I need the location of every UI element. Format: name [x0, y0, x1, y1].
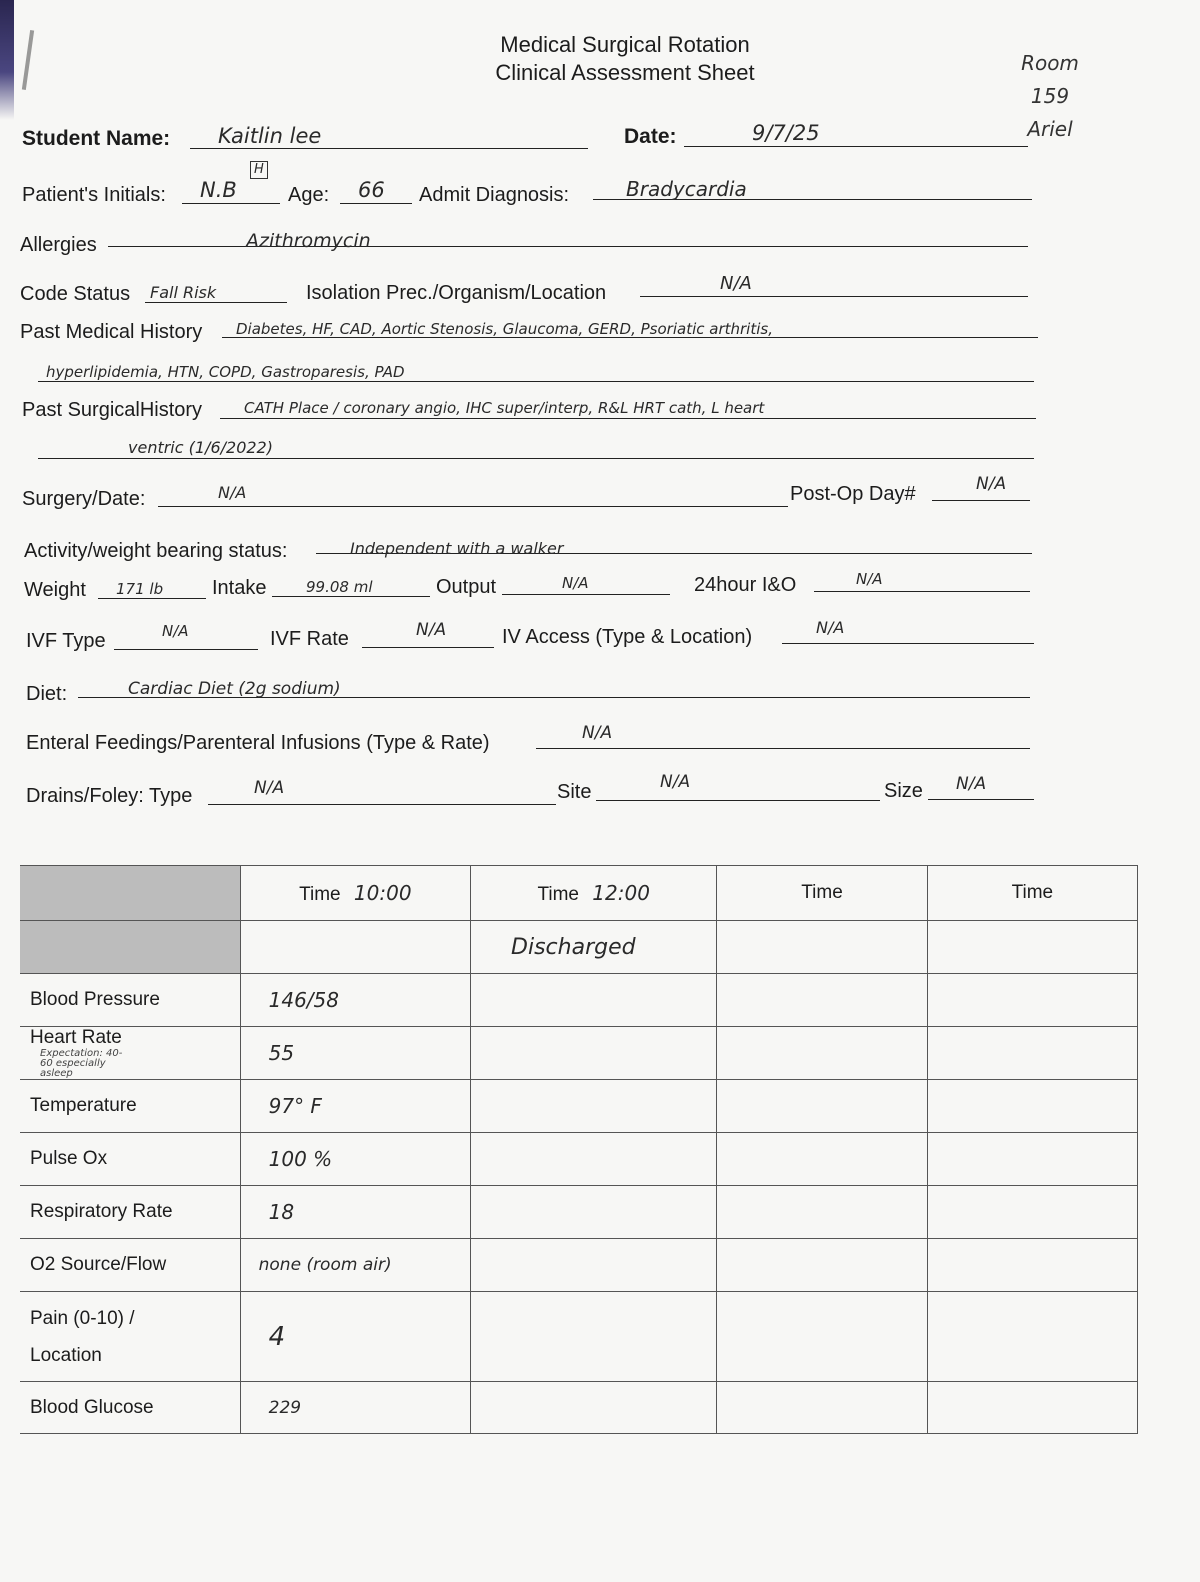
room-note-line1: Room [1021, 51, 1079, 75]
diet-label: Diet: [26, 683, 68, 705]
psh-value-line2[interactable]: ventric (1/6/2022) [128, 438, 273, 457]
table-row [20, 1080, 1138, 1133]
time-label-4: Time [1011, 882, 1054, 903]
o2-value-4[interactable] [927, 1239, 1137, 1292]
rr-value-1[interactable]: 18 [240, 1186, 470, 1239]
row-label-pulse-ox: Pulse Ox [20, 1133, 240, 1186]
age-label: Age: [288, 184, 330, 206]
size-value[interactable]: N/A [956, 774, 987, 794]
age-value[interactable]: 66 [358, 178, 385, 202]
spo2-value-2[interactable] [471, 1133, 717, 1186]
table-corner-bottom [20, 921, 240, 974]
drains-label: Drains/Foley: Type [26, 785, 193, 807]
enteral-line [536, 748, 1030, 749]
postop-line [932, 500, 1030, 501]
pain-value-4[interactable] [927, 1292, 1137, 1382]
rr-value-2[interactable] [471, 1186, 717, 1239]
status-cell-3[interactable] [717, 921, 927, 974]
time-value-2[interactable]: 12:00 [592, 880, 650, 905]
isolation-label: Isolation Prec./Organism/Location [306, 282, 607, 304]
activity-label: Activity/weight bearing status: [24, 540, 288, 562]
site-label: Site [557, 781, 592, 803]
student-name-value[interactable]: Kaitlin lee [218, 124, 322, 148]
glucose-value-2[interactable] [471, 1382, 717, 1434]
room-note [1018, 47, 1082, 146]
pain-value-2[interactable] [471, 1292, 717, 1382]
ivf-type-value[interactable]: N/A [162, 622, 189, 640]
status-cell-4[interactable] [927, 921, 1137, 974]
pain-value-3[interactable] [717, 1292, 927, 1382]
row-label-temperature: Temperature [20, 1080, 240, 1133]
size-label: Size [884, 780, 923, 802]
row-label-pain-cell [20, 1292, 240, 1382]
rr-value-4[interactable] [927, 1186, 1137, 1239]
patient-initials-box: H [250, 161, 268, 179]
table-row [20, 1186, 1138, 1239]
pain-value-1[interactable]: 4 [240, 1292, 470, 1382]
bp-value-3[interactable] [717, 974, 927, 1027]
psh-value-line1[interactable]: CATH Place / coronary angio, IHC super/interp, R&L HRT cath, L heart [244, 399, 765, 417]
glucose-value-4[interactable] [927, 1382, 1137, 1434]
ivf-rate-line [362, 647, 494, 648]
time-label-1: Time [299, 883, 341, 905]
ivf-type-label: IVF Type [26, 630, 106, 652]
row-label-heart-rate-cell [20, 1027, 240, 1080]
intake-label: Intake [212, 577, 267, 599]
temp-value-4[interactable] [927, 1080, 1137, 1133]
time-col-1 [240, 866, 470, 921]
weight-value[interactable]: 171 lb [116, 580, 164, 598]
rr-value-3[interactable] [717, 1186, 927, 1239]
ivf-type-line [114, 649, 258, 650]
status-cell-1[interactable] [240, 921, 470, 974]
status-cell-2[interactable]: Discharged [471, 921, 717, 974]
date-value[interactable]: 9/7/25 [752, 121, 820, 145]
pmh-value-line1[interactable]: Diabetes, HF, CAD, Aortic Stenosis, Glaucoma, GERD, Psoriatic arthritis, [236, 320, 773, 338]
age-line [340, 203, 412, 204]
student-name-line [190, 148, 588, 149]
diet-value[interactable]: Cardiac Diet (2g sodium) [128, 679, 341, 699]
patient-initials-value[interactable]: N.B [200, 178, 237, 202]
surgery-date-line [158, 506, 788, 507]
table-row [20, 1133, 1138, 1186]
form-title-line2: Clinical Assessment Sheet [495, 60, 755, 85]
output-value[interactable]: N/A [562, 574, 589, 592]
temp-value-1[interactable]: 97° F [240, 1080, 470, 1133]
heart-rate-expectation-note: Expectation: 40-60 especially asleep [40, 1048, 123, 1079]
io-value[interactable]: N/A [856, 570, 883, 588]
postop-label: Post-Op Day# [790, 483, 916, 505]
row-label-blood-pressure: Blood Pressure [20, 974, 240, 1027]
code-status-value[interactable]: Fall Risk [150, 283, 217, 302]
room-note-line3: Ariel [1027, 117, 1073, 141]
intake-value[interactable]: 99.08 ml [306, 578, 373, 596]
time-label-3: Time [801, 882, 843, 903]
enteral-label: Enteral Feedings/Parenteral Infusions (Type & Rate) [26, 732, 490, 754]
glucose-value-1[interactable]: 229 [240, 1382, 470, 1434]
room-note-line2: 159 [1030, 84, 1070, 108]
output-line [502, 594, 670, 595]
time-col-2 [471, 866, 717, 921]
spo2-value-1[interactable]: 100 % [240, 1133, 470, 1186]
row-label-o2-source: O2 Source/Flow [20, 1239, 240, 1292]
time-header-row [20, 866, 1138, 921]
io-label: 24hour I&O [694, 574, 797, 596]
ivf-rate-label: IVF Rate [270, 628, 349, 650]
iv-access-label: IV Access (Type & Location) [502, 626, 753, 648]
temp-value-2[interactable] [471, 1080, 717, 1133]
temp-value-3[interactable] [717, 1080, 927, 1133]
drains-value[interactable]: N/A [254, 778, 285, 798]
output-label: Output [436, 576, 497, 598]
weight-label: Weight [24, 579, 86, 601]
site-line [596, 800, 880, 801]
iv-access-line [782, 643, 1034, 644]
glucose-value-3[interactable] [717, 1382, 927, 1434]
row-label-pain: Pain (0-10) / [30, 1307, 135, 1329]
code-status-label: Code Status [20, 283, 131, 305]
hr-value-1[interactable]: 55 [240, 1027, 470, 1080]
pmh-value-line2[interactable]: hyperlipidemia, HTN, COPD, Gastroparesis, PAD [46, 363, 405, 381]
postop-value[interactable]: N/A [976, 474, 1007, 494]
hr-value-3[interactable] [717, 1027, 927, 1080]
bp-value-1[interactable]: 146/58 [240, 974, 470, 1027]
io-line [814, 591, 1030, 592]
time-value-1[interactable]: 10:00 [353, 880, 412, 905]
table-row [20, 974, 1138, 1027]
isolation-line [640, 296, 1028, 297]
table-row [20, 1382, 1138, 1434]
date-line [684, 146, 1028, 147]
row-label-respiratory-rate: Respiratory Rate [20, 1186, 240, 1239]
psh-line2 [38, 458, 1034, 459]
psh-line1 [220, 418, 1036, 419]
site-value[interactable]: N/A [660, 772, 691, 792]
pmh-label: Past Medical History [20, 321, 203, 343]
psh-label: Past SurgicalHistory [22, 399, 203, 421]
spo2-value-4[interactable] [927, 1133, 1137, 1186]
row-label-blood-glucose: Blood Glucose [20, 1382, 240, 1434]
table-corner-top [20, 866, 240, 921]
vitals-table [20, 865, 1138, 1434]
bp-value-2[interactable] [471, 974, 717, 1027]
time-label-2: Time [537, 883, 580, 905]
admit-dx-value[interactable]: Bradycardia [626, 177, 747, 201]
o2-value-1[interactable]: none (room air) [240, 1239, 470, 1292]
code-status-line [145, 302, 287, 303]
surgery-date-label: Surgery/Date: [22, 488, 146, 510]
admit-dx-label: Admit Diagnosis: [419, 184, 570, 206]
spo2-value-3[interactable] [717, 1133, 927, 1186]
surgery-date-value[interactable]: N/A [218, 483, 247, 502]
row-label-heart-rate: Heart Rate [30, 1027, 122, 1048]
intake-line [272, 596, 430, 597]
form-title-line1: Medical Surgical Rotation [500, 32, 750, 57]
patient-initials-label: Patient's Initials: [22, 184, 166, 206]
table-row [20, 1239, 1138, 1292]
activity-value[interactable]: Independent with a walker [350, 539, 564, 558]
status-row [20, 921, 1138, 974]
o2-value-3[interactable] [717, 1239, 927, 1292]
hr-value-4[interactable] [927, 1027, 1137, 1080]
iv-access-value[interactable]: N/A [816, 618, 845, 637]
drains-line [208, 804, 556, 805]
size-line [928, 799, 1034, 800]
allergies-value[interactable]: Azithromycin [246, 230, 371, 252]
ivf-rate-value[interactable]: N/A [416, 620, 447, 640]
pmh-line2 [38, 381, 1034, 382]
date-label: Date: [624, 125, 677, 148]
bp-value-4[interactable] [927, 974, 1137, 1027]
allergies-label: Allergies [20, 234, 97, 256]
o2-value-2[interactable] [471, 1239, 717, 1292]
student-name-label: Student Name: [22, 127, 171, 150]
hr-value-2[interactable] [471, 1027, 717, 1080]
time-col-3[interactable] [717, 866, 927, 921]
row-label-pain-location: Location [30, 1344, 102, 1366]
table-row [20, 1027, 1138, 1080]
enteral-value[interactable]: N/A [582, 723, 613, 743]
weight-line [98, 598, 206, 599]
isolation-value[interactable]: N/A [720, 273, 752, 294]
time-col-4[interactable] [927, 866, 1137, 921]
table-row [20, 1292, 1138, 1382]
patient-initials-line [182, 203, 280, 204]
